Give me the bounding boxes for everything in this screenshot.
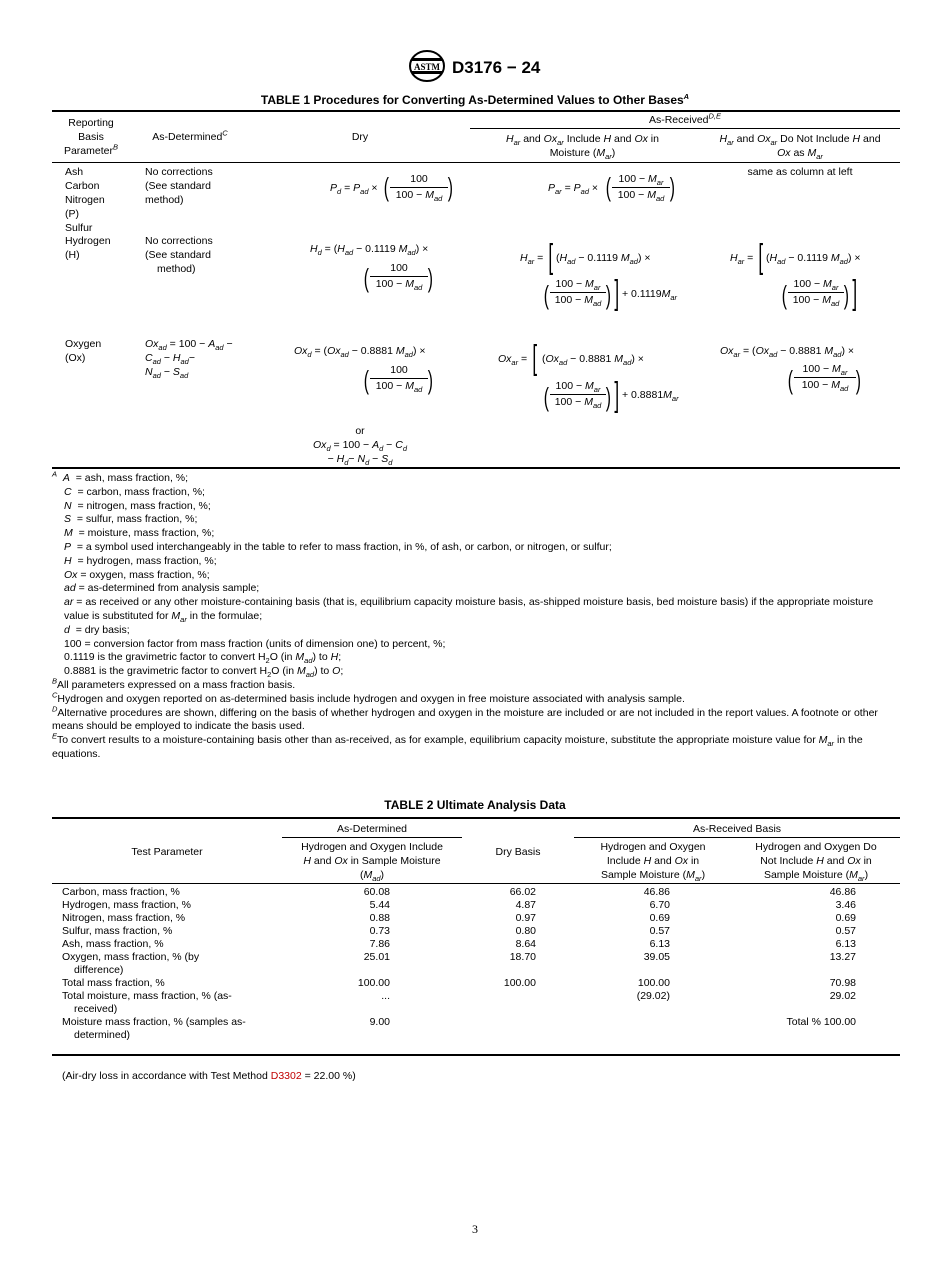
formula-har-inc-frac: $100 - M_{ar}$ $100 - M_{ad}$	[550, 278, 606, 307]
cell-dry	[462, 1016, 574, 1042]
formula-har-inc-tail: + $0.1119M_{ar}$	[622, 288, 678, 303]
table1-head-exclude: $H_{ar}$ and $Ox_{ar}$ Do Not Include H and Ox as $M_{ar}$	[719, 133, 881, 162]
page-number: 3	[472, 1222, 478, 1236]
formula-par-frac: $100 - M_{ar}$ $100 - M_{ad}$	[612, 173, 670, 202]
cell-parameter-line1: Hydrogen, mass fraction, %	[62, 899, 191, 911]
cell-ad: 0.73	[369, 925, 390, 937]
table-row	[52, 925, 900, 938]
svg-text:ASTM: ASTM	[413, 62, 441, 72]
table1-head-rule	[52, 162, 900, 163]
formula-oxar-exc-paren-l: (	[787, 365, 793, 395]
formula-oxar-inc-brk-r: ]	[614, 376, 620, 414]
cell-inc: 100.00	[637, 977, 670, 989]
table1-row-ash-as-det: No corrections (See standard method)	[145, 166, 213, 206]
cell-ad: 100.00	[357, 977, 390, 989]
formula-oxar-inc-line1: $Ox_{ar}$ =	[498, 353, 528, 368]
formula-har-exc-frac: $100 - M_{ar}$ $100 - M_{ad}$	[788, 278, 844, 307]
formula-oxar-inc-tail: + $0.8881M_{ar}$	[622, 389, 679, 404]
cell-inc: 0.57	[649, 925, 670, 937]
cell-inc: (29.02)	[636, 990, 670, 1002]
formula-har-exc-brk-l: [	[758, 238, 764, 276]
cell-parameter	[52, 925, 282, 938]
cell-exc: 29.02	[829, 990, 856, 1002]
cell-parameter-line1: Carbon, mass fraction, %	[62, 886, 180, 898]
cell-exc: Total % 100.00	[786, 1016, 856, 1028]
formula-oxd-paren-r: )	[427, 365, 433, 395]
cell-parameter	[52, 990, 282, 1016]
cell-exc: 70.98	[829, 977, 856, 989]
formula-oxar-inc-brk-l: [	[532, 339, 538, 377]
cell-inc: 6.13	[649, 938, 670, 950]
cell-exc: 13.27	[829, 951, 856, 963]
formula-par-paren-r: )	[669, 172, 675, 202]
formula-oxar-inc-line1b: ($Ox_{ad} - 0.8881$ $M_{ad}$) ×	[542, 353, 644, 368]
cell-exc: 3.46	[835, 899, 856, 911]
formula-har-inc-paren-r: )	[605, 280, 611, 310]
table1-top-rule	[52, 110, 900, 112]
formula-hd-paren-r: )	[427, 263, 433, 293]
table2-head-rule	[52, 883, 900, 884]
cell-ad: ...	[381, 990, 390, 1002]
cell-ad: 25.01	[363, 951, 390, 963]
cell-inc: 0.69	[649, 912, 670, 924]
table2-head-asdet-sub: Hydrogen and Oxygen Include H and Ox in Sample Moisture $(M_{ad})$	[301, 841, 443, 884]
cell-parameter-line1: Sulfur, mass fraction, %	[62, 925, 173, 937]
formula-pd-lhs: $P_d = P_{ad}$ ×	[330, 182, 378, 197]
ultimate-analysis-table	[52, 886, 900, 1042]
cell-exc: 6.13	[835, 938, 856, 950]
cell-dry: 66.02	[509, 886, 536, 898]
formula-or: or	[355, 425, 365, 437]
formula-oxar-exc-line1: $Ox_{ar} = (Ox_{ad} - 0.8881$ $M_{ad}$) ×	[720, 345, 854, 360]
table2-bottom-rule	[52, 1054, 900, 1056]
formula-har-inc-paren-l: (	[543, 280, 549, 310]
table-row	[52, 977, 900, 990]
cell-parameter-line2: received)	[74, 1003, 118, 1015]
cell-inc: 39.05	[643, 951, 670, 963]
table1-head-as-determined: As-Determined$^C$	[152, 128, 228, 143]
table-row	[52, 990, 900, 1016]
formula-har-exc-paren-l: (	[781, 280, 787, 310]
table1-caption: TABLE 1 Procedures for Converting As-Determined Values to Other Bases$^A$	[260, 92, 690, 107]
cell-parameter	[52, 977, 282, 990]
cell-dry: 18.70	[509, 951, 536, 963]
table2-asrec-rule	[574, 837, 900, 838]
document-id: D3176 − 24	[452, 58, 541, 77]
formula-har-inc-line1: $H_{ar}$ =	[520, 252, 544, 267]
formula-pd-frac: 100 $100 - M_{ad}$	[390, 173, 448, 202]
cell-parameter-line2: difference)	[74, 964, 124, 976]
table1-row-h-as-det: No corrections (See standard method)	[145, 235, 213, 275]
d3302-link[interactable]: D3302	[270, 1070, 302, 1082]
cell-parameter-line1: Moisture mass fraction, % (samples as-	[62, 1016, 246, 1028]
formula-hd-frac: 100 $100 - M_{ad}$	[370, 262, 428, 291]
formula-har-inc-line1b: ($H_{ad} - 0.1119$ $M_{ad}$) ×	[556, 252, 651, 267]
cell-inc	[574, 1016, 732, 1042]
formula-oxar-exc-frac: $100 - M_{ar}$ $100 - M_{ad}$	[794, 363, 856, 392]
formula-par-lhs: $P_{ar} = P_{ad}$ ×	[548, 182, 599, 197]
table1-row-h-params: Hydrogen (H)	[65, 235, 111, 261]
formula-oxar-inc-paren-r: )	[605, 382, 611, 412]
cell-parameter-line1: Ash, mass fraction, %	[62, 938, 164, 950]
table-row	[52, 886, 900, 899]
table2-top-rule	[52, 817, 900, 819]
formula-pd-paren-l: (	[383, 172, 389, 202]
formula-pd-paren-r: )	[447, 172, 453, 202]
table2-head-include: Hydrogen and Oxygen Include H and Ox in Sample Moisture $(M_{ar})$	[600, 841, 706, 884]
formula-hd-paren-l: (	[363, 263, 369, 293]
cell-dry: 0.97	[515, 912, 536, 924]
table-row	[52, 912, 900, 925]
formula-oxar-inc-paren-l: (	[543, 382, 549, 412]
table2-head-param: Test Parameter	[131, 846, 203, 858]
formula-oxar-exc-paren-r: )	[855, 365, 861, 395]
table-row	[52, 899, 900, 912]
cell-parameter-line2: determined)	[74, 1029, 131, 1041]
table2-head-asdet: As-Determined	[336, 823, 408, 835]
formula-har-exc-brk-r: ]	[852, 274, 858, 312]
table-row	[52, 938, 900, 951]
cell-inc: 46.86	[643, 886, 670, 898]
cell-parameter	[52, 1016, 282, 1042]
cell-parameter-line1: Oxygen, mass fraction, % (by	[62, 951, 200, 963]
cell-ad: 60.08	[363, 886, 390, 898]
cell-dry: 0.80	[515, 925, 536, 937]
cell-parameter-line1: Total mass fraction, %	[62, 977, 165, 989]
formula-oxar-inc-frac: $100 - M_{ar}$ $100 - M_{ad}$	[550, 380, 606, 409]
cell-parameter	[52, 912, 282, 925]
formula-oxd-line1: $Ox_d = (Ox_{ad} - 0.8881$ $M_{ad}$) ×	[294, 345, 426, 360]
cell-ad: 9.00	[369, 1016, 390, 1028]
formula-oxd-paren-l: (	[363, 365, 369, 395]
formula-har-inc-brk-r: ]	[614, 274, 620, 312]
cell-dry: 100.00	[503, 977, 536, 989]
astm-logo	[408, 49, 446, 83]
cell-dry: 4.87	[515, 899, 536, 911]
cell-dry: 8.64	[515, 938, 536, 950]
cell-parameter	[52, 899, 282, 912]
formula-har-exc-line1: $H_{ar}$ =	[730, 252, 754, 267]
cell-ad: 0.88	[369, 912, 390, 924]
table2-head-dry: Dry Basis	[495, 846, 541, 858]
cell-ad: 5.44	[369, 899, 390, 911]
formula-har-exc-paren-r: )	[843, 280, 849, 310]
table1-head-reporting: Reporting Basis Parameter$^B$	[63, 117, 119, 157]
table2-head-asrec: As-Received Basis	[692, 823, 782, 835]
cell-exc: 0.69	[835, 912, 856, 924]
formula-par-paren-l: (	[605, 172, 611, 202]
formula-oxd-alt: $Ox_d = 100 - A_d - C_d$ − $H_d- N_d - S_d$	[313, 439, 407, 468]
cell-parameter-line1: Total moisture, mass fraction, % (as-	[62, 990, 232, 1002]
table1-bottom-rule	[52, 467, 900, 469]
table-row	[52, 1016, 900, 1042]
formula-oxd-frac: 100 $100 - M_{ad}$	[370, 364, 428, 393]
table1-head-dry: Dry	[351, 131, 369, 143]
cell-exc: 0.57	[835, 925, 856, 937]
cell-parameter	[52, 886, 282, 899]
cell-ad: 7.86	[369, 938, 390, 950]
table1-head-include: $H_{ar}$ and $Ox_{ar}$ Include H and Ox in Moisture $(M_{ar})$	[506, 133, 659, 162]
table2-head-exclude: Hydrogen and Oxygen Do Not Include H and Ox in Sample Moisture $(M_{ar})$	[755, 841, 877, 884]
cell-exc: 46.86	[829, 886, 856, 898]
table1-head-as-received: As-Received$^{D,E}$	[648, 111, 722, 126]
table1-row-ox-params: Oxygen (Ox)	[65, 338, 102, 364]
cell-parameter	[52, 938, 282, 951]
formula-hd-line1: $H_d = (H_{ad} - 0.1119$ $M_{ad}$) ×	[310, 243, 429, 258]
table1-row-ash-params: Ash Carbon Nitrogen (P) Sulfur	[65, 166, 105, 234]
table-row	[52, 951, 900, 977]
formula-har-inc-brk-l: [	[548, 238, 554, 276]
table2-asdet-rule	[282, 837, 462, 838]
cell-parameter-line1: Nitrogen, mass fraction, %	[62, 912, 186, 924]
table1-as-received-rule	[470, 128, 900, 129]
same-as-left: same as column at left	[747, 166, 853, 178]
cell-parameter	[52, 951, 282, 977]
table2-caption: TABLE 2 Ultimate Analysis Data	[384, 798, 566, 812]
table1-row-ox-as-det: $Ox_{ad} = 100 - A_{ad}$ − $C_{ad} - H_{ad}-$ $N_{ad} - S_{ad}$	[145, 338, 233, 381]
table1-notes: $^A$ A = ash, mass fraction, %; C = carbon, mass fraction, %; N = nitrogen, mass fraction, %; S = sulfur, mass fraction, %; M = moisture, mass fraction, %; P = a symbol used interchangeably in the table to refer to mass fraction, in %, of ash, or carbon, or nitrogen, or sulfur; H = hydrogen, mass fraction, %; Ox = oxygen, mass fraction, %; ad = as-determined from analysis sample; ar = as received or any other moisture-containing basis (that is, equilibrium capacity moisture basis, as-shipped moisture basis, bed moisture basis) if the appropriate moisture value is substituted for $M_{ar}$ in the formulae; d = dry basis; 100 = conversion factor from mass fraction (units of dimension one) to percent, %; 0.1119 is the gravimetric factor to convert $H_2O$ (in $M_{ad}$) to H; 0.8881 is the gravimetric factor to convert $H_2O$ (in $M_{ad}$) to O; $^B$All parameters expressed on a mass fraction basis. $^C$Hydrogen and oxygen reported on as-determined basis include hydrogen and oxygen in free moisture associated with analysis sample. $^D$Alternative procedures are shown, differing on the basis of whether hydrogen and oxygen in the moisture are included or are not included in the report values. A footnote or other means should be employed to indicate the basis used. $^E$To convert results to a moisture-containing basis other than as-received, as for example, equilibrium capacity moisture, substitute the appropriate moisture value for $M_{ar}$ in the equations.	[52, 469, 878, 760]
formula-har-exc-line1b: ($H_{ad} - 0.1119$ $M_{ad}$) ×	[766, 252, 861, 267]
air-dry-note: (Air-dry loss in accordance with Test Method D3302 = 22.00 %)	[62, 1070, 356, 1082]
cell-inc: 6.70	[649, 899, 670, 911]
table2-body	[52, 886, 900, 1042]
cell-dry	[462, 990, 574, 1016]
